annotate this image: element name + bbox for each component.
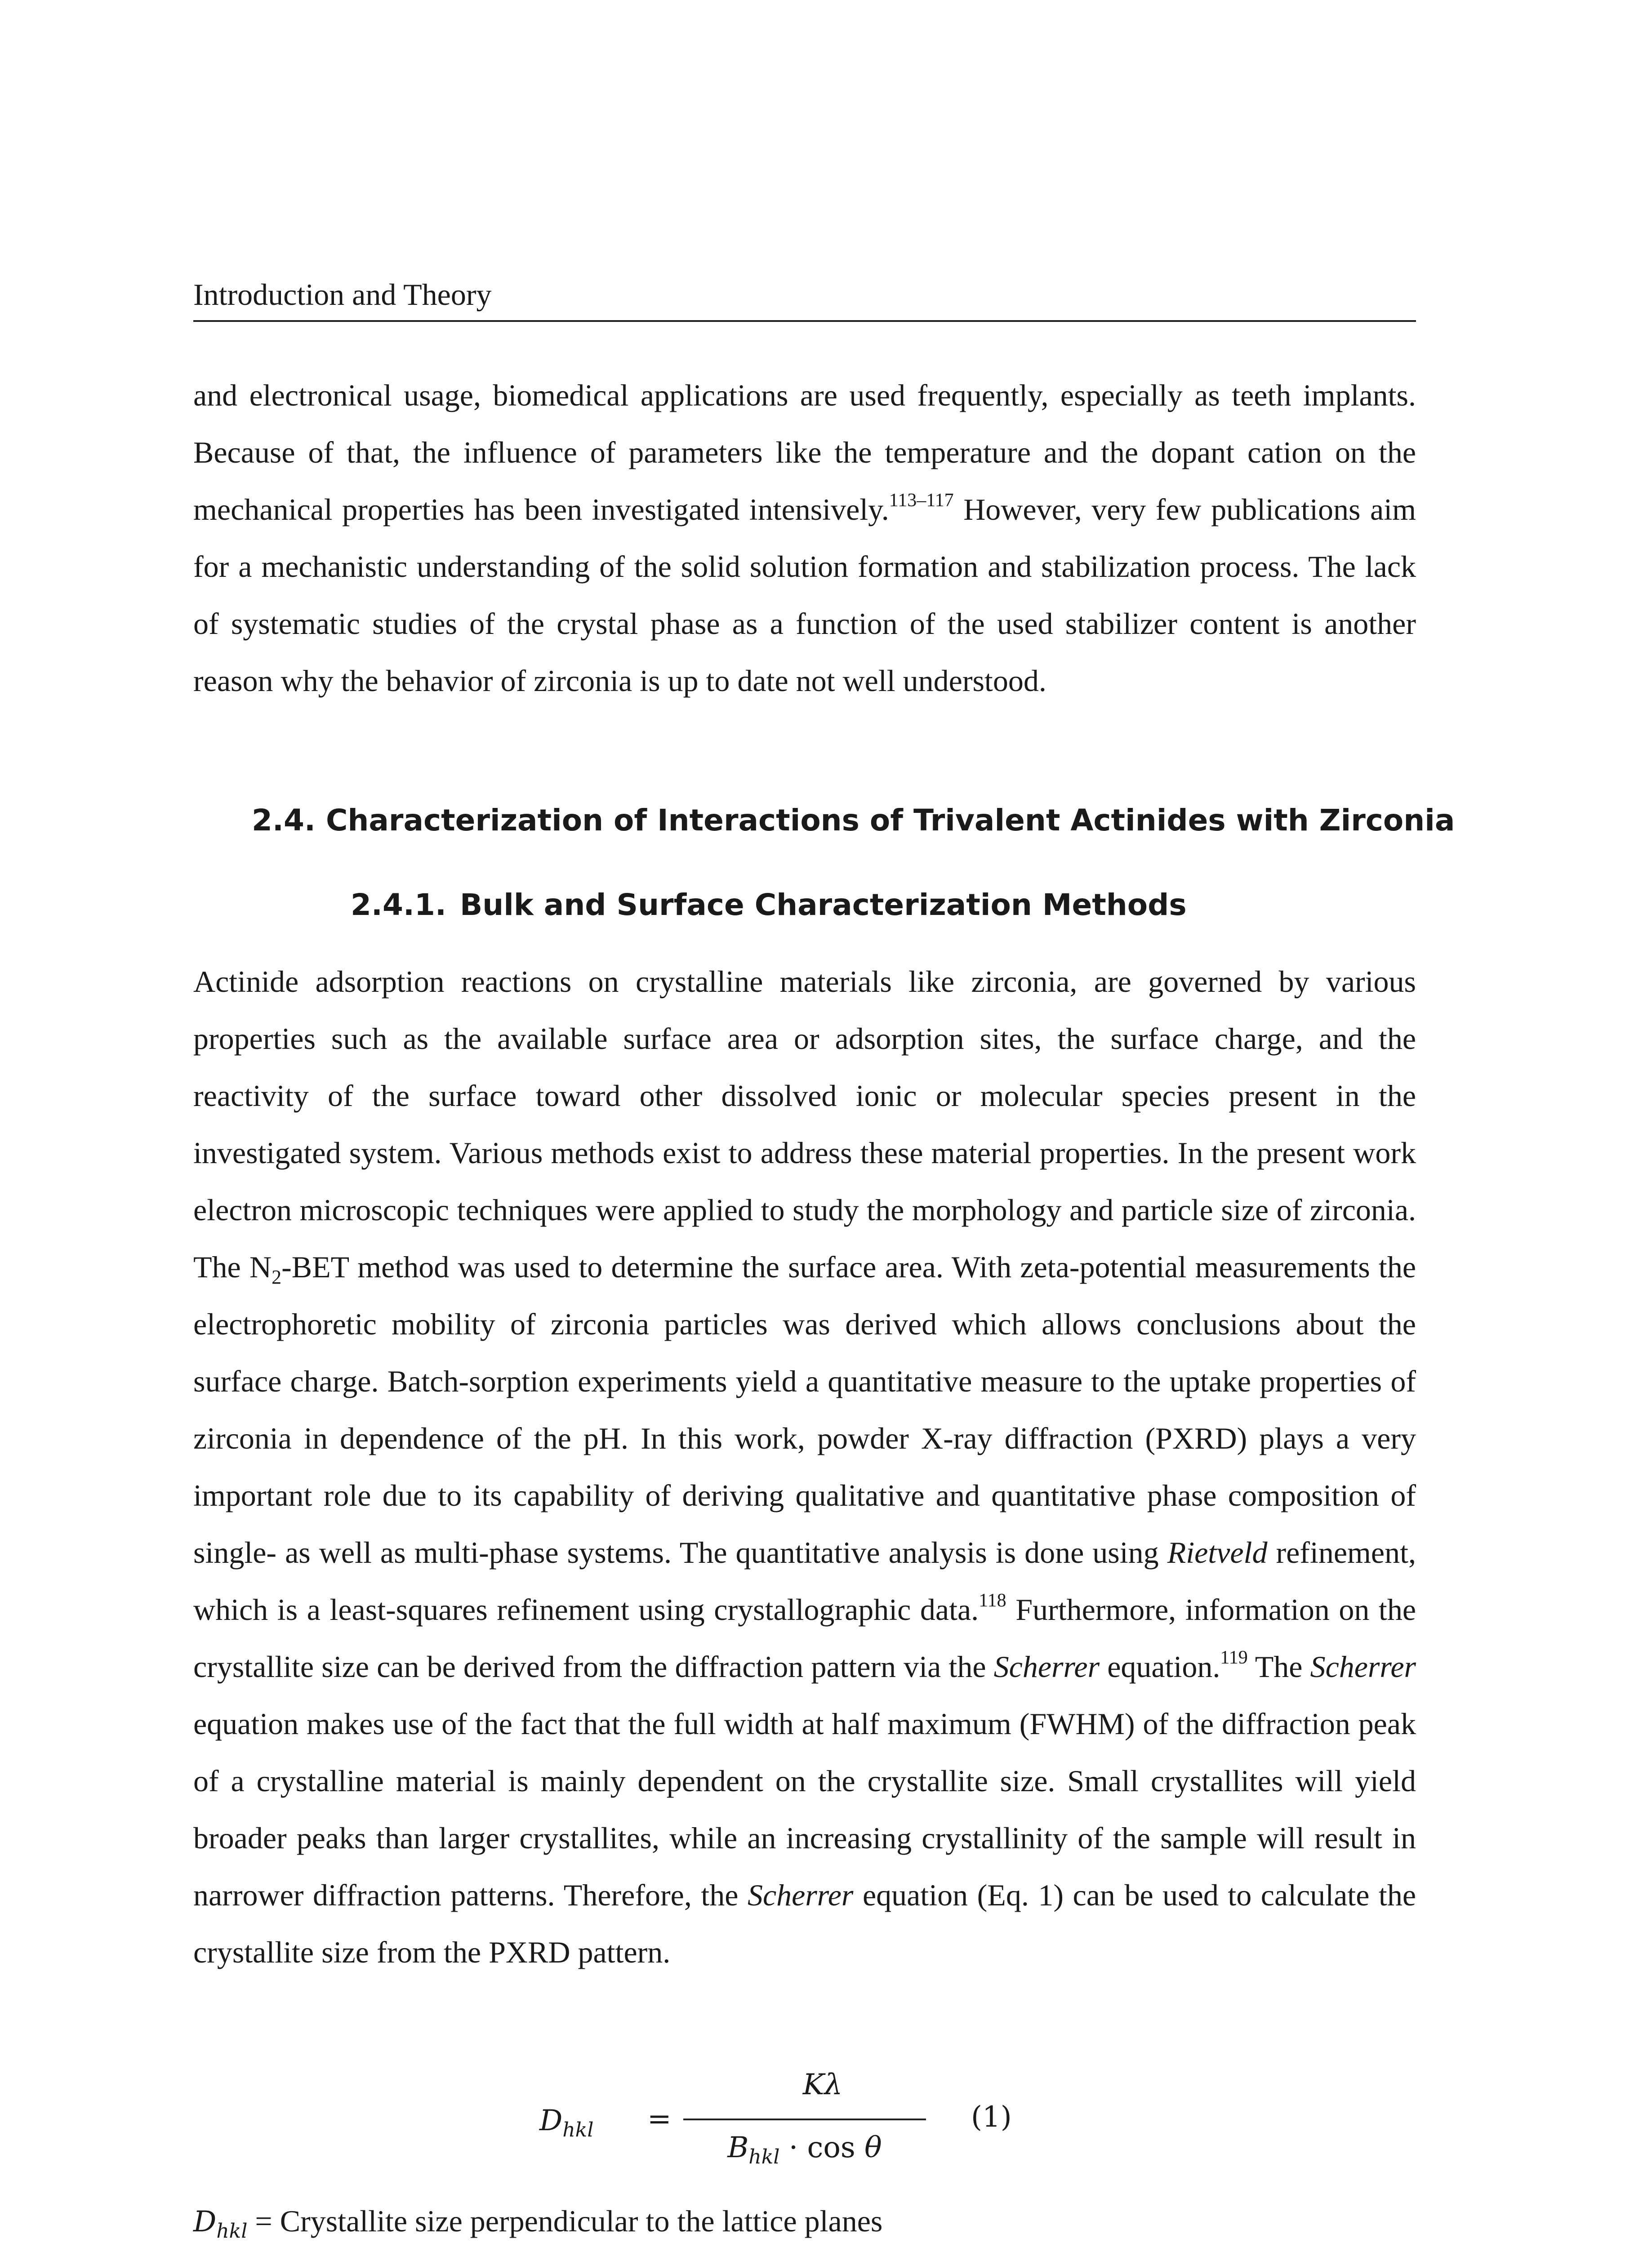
section-heading-2-4: 2.4. Characterization of Interactions of Trivalent Actinides with Zirconia <box>252 803 1455 838</box>
p1-text-a: and electronical usage, biomedical applications are used frequently, especially as teeth implants. Because of that, the influence of parameters like the temperature and the dopant cation on the mechanical properties has been investigated intensively. <box>193 378 1416 526</box>
def-symbol-letter: D <box>193 2205 217 2239</box>
p2-text-1: Actinide adsorption reactions on crystalline materials like zirconia, are governed by various properties such as the available surface area or adsorption sites, the surface charge, and the reactivity of the surface toward other dissolved ionic or molecular species present in the investigated system. Various methods exist to address these material properties. In the present work electron microscopic techniques were applied to study the morphology and particle size of zirconia. The N <box>193 964 1416 1284</box>
p1-citation: 113–117 <box>889 490 954 511</box>
header-rule <box>193 320 1416 322</box>
p2-text-8: equation (Eq. 1) can be used to calculate the crystallite size from the PXRD pattern. <box>193 1878 1416 1969</box>
scherrer-equation <box>539 2068 1169 2172</box>
p2-text-4: Furthermore, information on the crystallite size can be derived from the diffraction pattern via the <box>193 1592 1416 1684</box>
p2-citation-118: 118 <box>979 1590 1006 1611</box>
p2-subscript-2: 2 <box>272 1266 282 1288</box>
equals-sign: = <box>647 2102 672 2136</box>
subsection-title: Bulk and Surface Characterization Methods <box>460 888 1187 922</box>
def-symbol-subscript: hkl <box>216 2220 248 2243</box>
p2-text-3: refinement, which is a least-squares refinement using crystallographic data. <box>193 1535 1416 1627</box>
p2-scherrer-3: Scherrer <box>747 1878 854 1912</box>
equation-numerator: Kλ <box>802 2068 843 2101</box>
paragraph-1 <box>193 367 1416 709</box>
paragraph-2 <box>193 953 1416 1981</box>
p2-text-6: The <box>1247 1650 1310 1684</box>
definition-line <box>193 2199 1416 2244</box>
equation-lhs <box>539 2104 594 2141</box>
p1-text-b: However, very few publications aim for a mechanistic understanding of the solid solution formation and stabilization process. The lack of systematic studies of the crystal phase as a function of the used stabilizer content is another reason why the behavior of zirconia is up to date not well understood. <box>193 492 1416 698</box>
p2-scherrer-1: Scherrer <box>993 1650 1100 1684</box>
p2-citation-119: 119 <box>1220 1647 1248 1668</box>
equation-denominator <box>683 2131 926 2168</box>
subsection-number: 2.4.1. <box>351 888 446 922</box>
p2-text-7: equation makes use of the fact that the full width at half maximum (FWHM) of the diffraction peak of a crystalline material is mainly dependent on the crystallite size. Small crystallites will yield broader peaks than larger crystallites, while an increasing crystallinity of the sample will result in narrower diffraction patterns. Therefore, the <box>193 1707 1416 1912</box>
p2-text-2: -BET method was used to determine the surface area. With zeta-potential measurements the electrophoretic mobility of zirconia particles was derived which allows conclusions about the surface charge. Batch-sorption experiments yield a quantitative measure to the uptake properties of zirconia in dependence of the pH. In this work, powder X-ray diffraction (PXRD) plays a very important role due to its capability of deriving qualitative and quantitative phase composition of single- as well as multi-phase systems. The quantitative analysis is done using <box>193 1250 1416 1570</box>
denom-theta: θ <box>864 2131 882 2164</box>
denom-subscript: hkl <box>748 2145 780 2168</box>
equation-number: (1) <box>971 2101 1012 2134</box>
p2-scherrer-2: Scherrer <box>1310 1650 1416 1684</box>
lhs-subscript: hkl <box>562 2119 594 2141</box>
running-header: Introduction and Theory <box>193 277 492 312</box>
p2-text-5: equation. <box>1100 1650 1220 1684</box>
denom-b: B <box>727 2131 749 2164</box>
subsection-heading-2-4-1 <box>351 885 1187 925</box>
lhs-symbol: D <box>539 2104 563 2137</box>
denom-cos: · cos <box>779 2131 865 2164</box>
definition-text: = Crystallite size perpendicular to the lattice planes <box>247 2204 883 2238</box>
p2-rietveld: Rietveld <box>1167 1535 1268 1570</box>
definition-symbol <box>193 2205 248 2243</box>
fraction-bar <box>683 2119 926 2120</box>
